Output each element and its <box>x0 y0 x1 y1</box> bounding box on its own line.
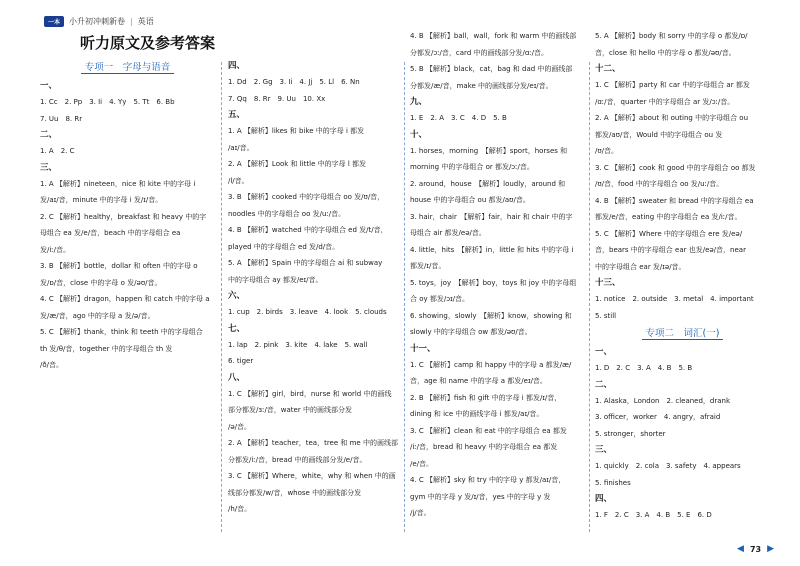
answer-line: 都发/e/音，eating 中的字母组合 ea 发/iː/音。 <box>595 213 742 221</box>
answer-line: 2. A 【解析】teacher，tea，tree 和 me 中的画线部 <box>228 439 398 447</box>
question-heading: 六、 <box>228 291 246 301</box>
answer-line: 2. A 【解析】Look 和 little 中的字母 l 都发 <box>228 160 367 168</box>
page-number: 73 <box>749 544 762 554</box>
answer-line: 4. B 【解析】sweater 和 bread 中的字母组合 ea <box>595 196 754 205</box>
question-heading: 一、 <box>595 347 613 357</box>
page-title: 听力原文及参考答案 <box>80 34 216 52</box>
subject-name: 英语 <box>137 16 154 26</box>
answer-line: dining 和 ice 中的画线字母 i 都发/aɪ/音。 <box>410 410 544 418</box>
answer-line: 1. D 2. C 3. A 4. B 5. B <box>595 364 693 372</box>
question-heading: 四、 <box>228 61 246 71</box>
answer-line: 2. around，house 【解析】loudly，around 和 <box>410 179 566 188</box>
answer-line: gym 中的字母 y 发/ɪ/音，yes 中的字母 y 发 <box>410 492 551 501</box>
series-name: 小升初冲刺新卷 <box>69 16 126 26</box>
answer-line: played 中的字母组合 ed 发/d/音。 <box>228 242 340 251</box>
column-1 <box>40 28 215 374</box>
column-4 <box>595 28 770 524</box>
header-separator: | <box>130 16 133 26</box>
answer-line: 5. toys，joy 【解析】boy，toys 和 joy 中的字母组 <box>410 278 577 287</box>
prev-page-icon[interactable]: ◀ <box>737 544 744 554</box>
answer-line: /ʊ/音，food 中的字母组合 oo 发/uː/音。 <box>595 180 724 188</box>
answer-line: 7. Qq 8. Rr 9. Uu 10. Xx <box>228 94 326 103</box>
answer-line: 分都发/ɔː/音，card 中的画线部分发/ɑː/音。 <box>410 48 549 57</box>
answer-line: 3. hair，chair 【解析】fair，hair 和 chair 中的字 <box>410 212 573 221</box>
question-heading: 十、 <box>410 129 428 140</box>
answer-line: /j/音。 <box>410 509 431 517</box>
question-heading: 二、 <box>40 130 58 140</box>
answer-line: 中的字母组合 ay 都发/eɪ/音。 <box>228 275 323 284</box>
answer-line: house 中的字母组合 ou 都发/aʊ/音。 <box>410 196 530 204</box>
answer-line: /iː/音，bread 和 heavy 中的字母组合 ea 都发 <box>410 443 558 451</box>
answer-line: 1. C 【解析】girl，bird，nurse 和 world 中的画线 <box>228 389 392 398</box>
answer-line: 中的字母组合 ear 发/ɪə/音。 <box>595 262 686 271</box>
answer-line: 发/aɪ/音，minute 中的字母 i 发/ɪ/音。 <box>40 196 163 204</box>
answer-line: 1. A 【解析】nineteen，nice 和 kite 中的字母 i <box>40 179 196 188</box>
answer-line: 3. C 【解析】clean 和 eat 中的字母组合 ea 都发 <box>410 426 567 435</box>
answer-line: 3. C 【解析】cook 和 good 中的字母组合 oo 都发 <box>595 163 756 172</box>
answer-line: 1. F 2. C 3. A 4. B 5. E 6. D <box>595 511 712 519</box>
question-heading: 九、 <box>410 97 428 107</box>
answer-line: 1. A 【解析】likes 和 bike 中的字母 i 都发 <box>228 127 365 135</box>
answer-line: 4. C 【解析】dragon，happen 和 catch 中的字母 a <box>40 295 210 303</box>
answer-line: /aɪ/音。 <box>228 143 254 152</box>
column-divider <box>404 62 405 532</box>
answer-line: 发/æ/音，ago 中的字母 a 发/ə/音。 <box>40 311 155 320</box>
answer-line: 5. still <box>595 311 617 320</box>
answer-line: /l/音。 <box>228 176 249 185</box>
answer-line: 5. A 【解析】Spain 中的字母组合 ai 和 subway <box>228 259 383 267</box>
answer-line: 3. B 【解析】cooked 中的字母组合 oo 发/ʊ/音， <box>228 193 385 201</box>
question-heading: 十二、 <box>595 64 621 74</box>
answer-line: 都发/aʊ/音，Would 中的字母组合 ou 发 <box>595 130 723 139</box>
question-heading: 三、 <box>40 162 58 173</box>
answer-line: 1. Dd 2. Gg 3. Ii 4. Jj 5. Ll 6. Nn <box>228 78 360 86</box>
question-heading: 七、 <box>228 323 246 334</box>
answer-line: 1. Cc 2. Pp 3. Ii 4. Yy 5. Tt 6. Bb <box>40 98 175 106</box>
answer-line: /ʊ/音。 <box>595 147 619 155</box>
column-divider <box>589 62 590 532</box>
answer-line: 5. C 【解析】Where 中的字母组合 ere 发/eə/ <box>595 229 743 238</box>
answer-line: 3. B 【解析】bottle，dollar 和 often 中的字母 o <box>40 262 198 270</box>
question-heading: 一、 <box>40 81 58 91</box>
section-title <box>595 324 770 344</box>
answer-line: 4. B 【解析】watched 中的字母组合 ed 发/t/音， <box>228 226 388 234</box>
answer-line: /ɑː/音，quarter 中的字母组合 ar 发/ɔː/音。 <box>595 97 735 106</box>
answer-line: 1. notice 2. outside 3. metal 4. important <box>595 295 754 303</box>
next-page-icon[interactable]: ▶ <box>767 544 774 554</box>
running-header <box>44 14 154 28</box>
question-heading: 十一、 <box>410 343 436 354</box>
answer-line: 1. cup 2. birds 3. leave 4. look 5. clouds <box>228 308 387 316</box>
answer-line: 合 oy 都发/ɔɪ/音。 <box>410 295 470 303</box>
answer-line: 4. B 【解析】ball，wall，fork 和 warm 中的画线部 <box>410 32 577 40</box>
answer-line: 5. C 【解析】thank，think 和 teeth 中的字母组合 <box>40 328 203 336</box>
answer-line: 1. horses，morning 【解析】sport，horses 和 <box>410 146 568 155</box>
answer-line: 都发/ɪ/音。 <box>410 262 446 270</box>
answer-line: 音，age 和 name 中的字母 a 都发/eɪ/音。 <box>410 377 547 385</box>
answer-line: 6. tiger <box>228 357 254 365</box>
answer-line: 发/iː/音。 <box>40 245 71 254</box>
section-title <box>40 58 215 78</box>
column-divider <box>221 62 222 532</box>
question-heading: 三、 <box>595 445 613 455</box>
answer-line: /ð/音。 <box>40 361 63 369</box>
question-heading: 十三、 <box>595 278 621 288</box>
section-title-text: 专项二 词汇(一) <box>642 328 724 340</box>
question-heading: 八、 <box>228 372 246 383</box>
answer-line: 2. A 【解析】about 和 outing 中的字母组合 ou <box>595 114 749 122</box>
answer-line: 3. C 【解析】Where，white，why 和 when 中的画 <box>228 472 396 480</box>
answer-line: 7. Uu 8. Rr <box>40 114 83 123</box>
answer-line: morning 中的字母组合 or 都发/ɔː/音。 <box>410 163 534 171</box>
answer-line: 1. C 【解析】party 和 car 中的字母组合 ar 都发 <box>595 81 750 89</box>
question-heading: 四、 <box>595 494 613 504</box>
column-2 <box>228 58 401 518</box>
answer-line: 2. B 【解析】fish 和 gift 中的字母 i 都发/ɪ/音， <box>410 393 562 402</box>
column-3 <box>410 28 585 522</box>
answer-line: 线部分都发/w/音，whose 中的画线部分发 <box>228 488 362 497</box>
publisher-logo: 一本 <box>44 16 64 27</box>
question-heading: 五、 <box>228 110 246 120</box>
answer-line: 4. little，hits 【解析】in，little 和 hits 中的字母 i <box>410 245 574 254</box>
answer-line: noodles 中的字母组合 oo 发/uː/音。 <box>228 209 346 218</box>
answer-line: 母组合 ea 发/e/音，beach 中的字母组合 ea <box>40 229 181 237</box>
answer-line: 5. stronger，shorter <box>595 429 666 438</box>
section-title-text: 专项一 字母与语音 <box>81 62 175 74</box>
answer-line: 分都发/iː/音，bread 中的画线部分发/e/音。 <box>228 455 367 464</box>
answer-line: slowly 中的字母组合 ow 都发/əʊ/音。 <box>410 328 532 336</box>
pager <box>737 544 774 554</box>
answer-line: 1. C 【解析】camp 和 happy 中的字母 a 都发/æ/ <box>410 360 572 369</box>
answer-line: 5. finishes <box>595 478 631 487</box>
answer-line: 1. lap 2. pink 3. kite 4. lake 5. wall <box>228 340 368 349</box>
answer-line: 发/ɒ/音，close 中的字母 o 发/əʊ/音。 <box>40 278 162 287</box>
answer-line: 部分都发/ɜː/音，water 中的画线部分发 <box>228 406 352 414</box>
question-heading: 二、 <box>595 379 613 390</box>
answer-line: /h/音。 <box>228 505 252 513</box>
answer-line: /e/音。 <box>410 459 434 468</box>
answer-line: 5. A 【解析】body 和 sorry 中的字母 o 都发/ɒ/ <box>595 32 748 40</box>
answer-line: th 发/θ/音，together 中的字母组合 th 发 <box>40 344 173 353</box>
answer-line: 音，close 和 hello 中的字母 o 都发/əʊ/音。 <box>595 48 736 57</box>
answer-line: 4. C 【解析】sky 和 try 中的字母 y 都发/aɪ/音， <box>410 476 566 484</box>
answer-line: 1. Alaska，London 2. cleaned，drank <box>595 396 731 405</box>
answer-line: 5. B 【解析】black，cat，bag 和 dad 中的画线部 <box>410 65 573 73</box>
answer-line: 音，bears 中的字母组合 ear 也发/eə/音，near <box>595 246 746 254</box>
answer-line: 6. showing，slowly 【解析】know，showing 和 <box>410 311 572 320</box>
answer-line: 3. officer，worker 4. angry，afraid <box>595 413 721 421</box>
answer-line: 1. quickly 2. cola 3. safety 4. appears <box>595 462 741 470</box>
answer-line: 分都发/æ/音，make 中的画线部分发/eɪ/音。 <box>410 81 553 90</box>
answer-line: 1. A 2. C <box>40 147 75 155</box>
answer-line: /ə/音。 <box>228 422 252 431</box>
answer-line: 2. C 【解析】healthy，breakfast 和 heavy 中的字 <box>40 212 207 221</box>
answer-line: 1. E 2. A 3. C 4. D 5. B <box>410 114 507 122</box>
answer-line: 母组合 air 都发/eə/音。 <box>410 229 486 237</box>
